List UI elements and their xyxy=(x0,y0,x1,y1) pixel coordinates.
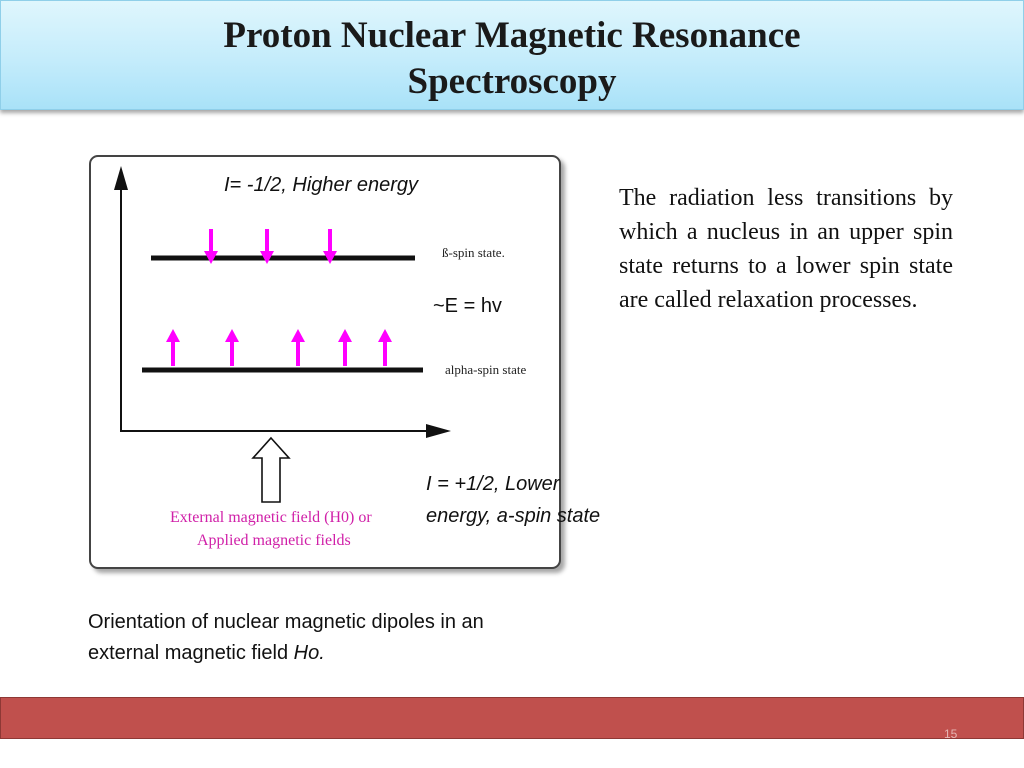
alpha-spin-arrows xyxy=(166,329,392,366)
alpha-spin-up-arrow xyxy=(378,329,392,366)
page-number: 15 xyxy=(944,727,958,741)
slide-title-line-2: Spectroscopy xyxy=(407,61,617,102)
caption-text: Orientation of nuclear magnetic dipoles in an external magnetic field xyxy=(88,611,484,664)
higher-energy-label: I= -1/2, Higher energy xyxy=(224,174,418,196)
x-axis-arrowhead xyxy=(426,424,451,438)
footer-bar xyxy=(0,697,1024,739)
caption-emphasis: Ho. xyxy=(293,642,325,664)
y-axis-arrowhead xyxy=(114,166,128,190)
field-label-line-2: Applied magnetic fields xyxy=(197,532,351,549)
lower-energy-label-line-2: energy, a-spin state xyxy=(426,505,601,527)
figure-caption xyxy=(88,607,558,669)
field-label-line-1: External magnetic field (H0) or xyxy=(170,509,372,526)
alpha-spin-up-arrow xyxy=(338,329,352,366)
alpha-spin-up-arrow xyxy=(225,329,239,366)
relaxation-description: The radiation less transitions by which a nucleus in an upper spin state returns to a lower spin state are called relaxation processes. xyxy=(619,185,953,313)
lower-energy-label-line-1: I = +1/2, Lower xyxy=(426,473,560,495)
alpha-spin-label: alpha-spin state xyxy=(445,362,527,377)
slide-title-line-1: Proton Nuclear Magnetic Resonance xyxy=(223,15,801,56)
energy-gap-label: ~E = hv xyxy=(433,295,502,317)
alpha-spin-up-arrow xyxy=(166,329,180,366)
alpha-spin-up-arrow xyxy=(291,329,305,366)
applied-field-arrow xyxy=(253,438,289,502)
beta-spin-label: ß-spin state. xyxy=(442,245,505,260)
